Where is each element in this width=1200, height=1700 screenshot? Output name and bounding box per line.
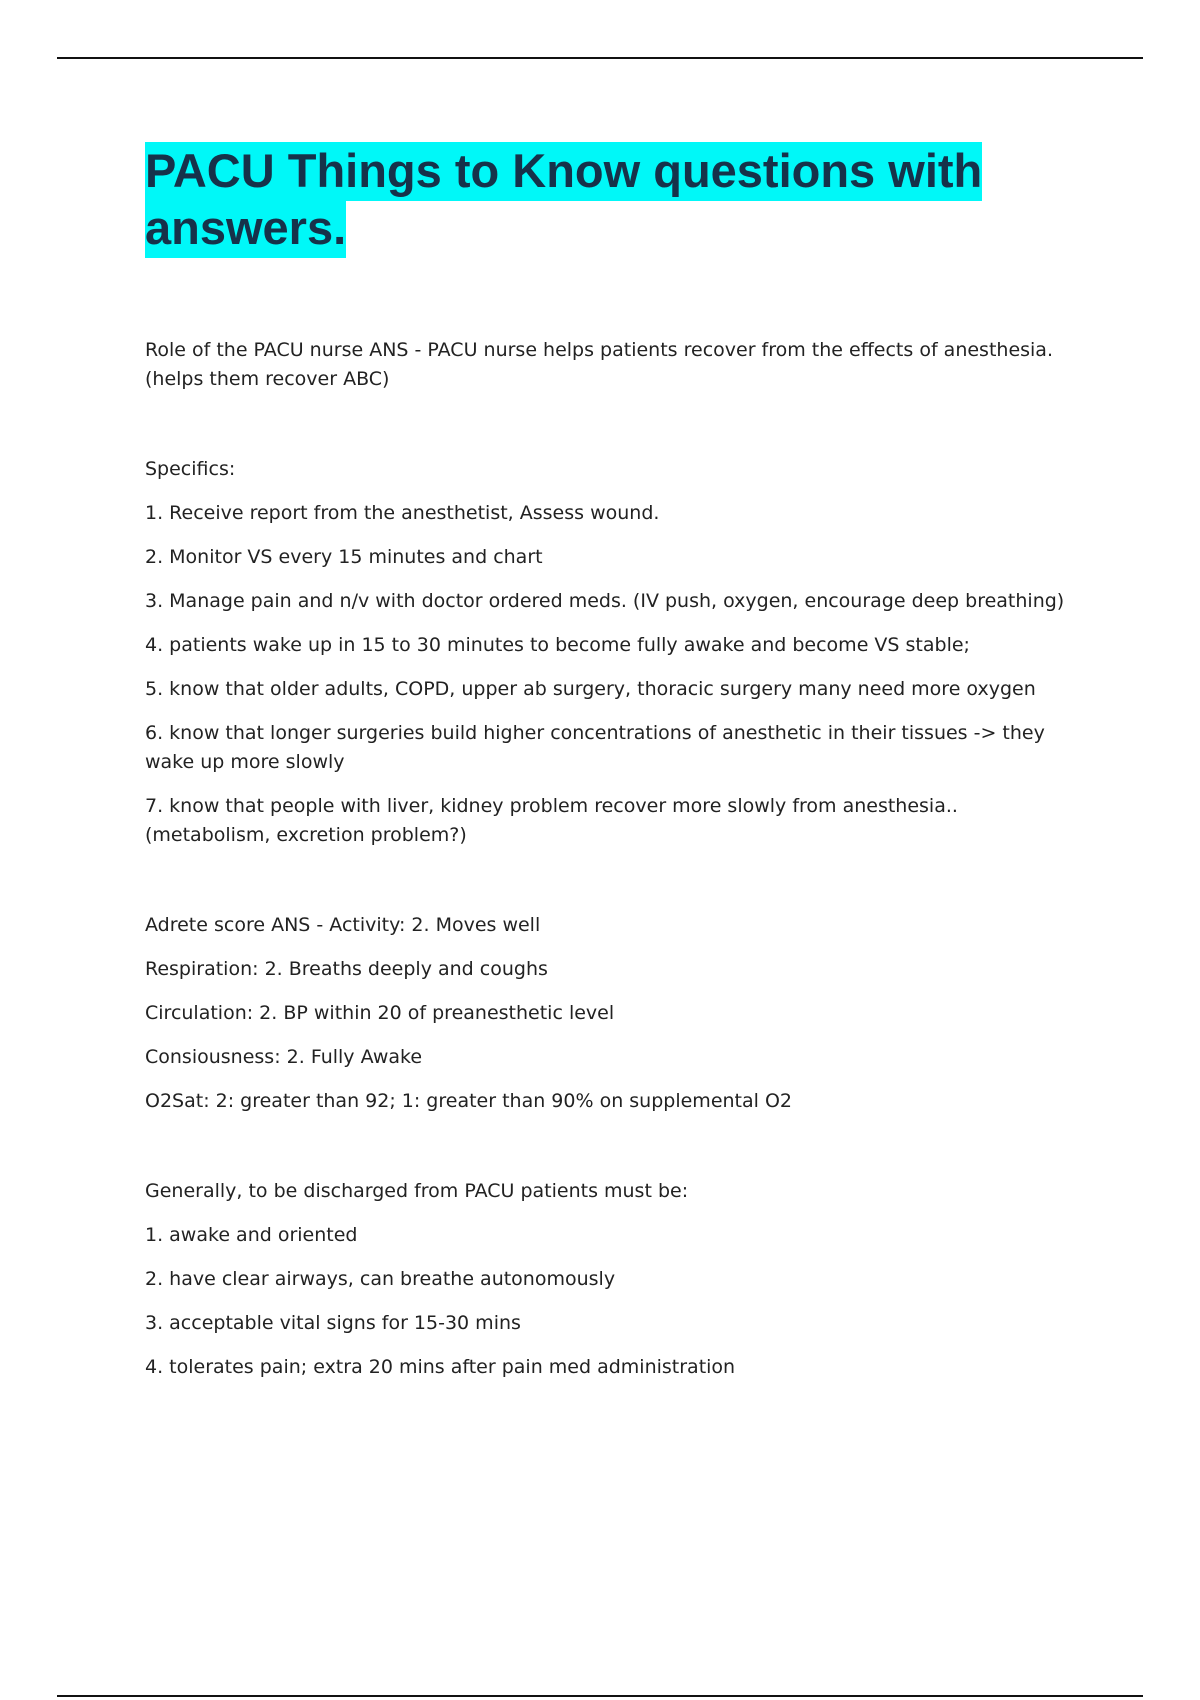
role-question: Role of the PACU nurse ANS - PACU nurse helps patients recover from the effects of anesthesia. (helps them recover ABC) (145, 339, 1053, 390)
list-item: 2. have clear airways, can breathe autonomously (145, 1268, 616, 1290)
document-title (145, 142, 1085, 256)
list-item: 4. patients wake up in 15 to 30 minutes to become fully awake and become VS stable; (145, 634, 970, 656)
adrete-question: Adrete score ANS - Activity: 2. Moves well (145, 914, 541, 936)
section-adrete (145, 911, 1085, 1116)
list-item: O2Sat: 2: greater than 92; 1: greater than 90% on supplemental O2 (145, 1090, 793, 1112)
top-rule (57, 57, 1143, 59)
list-item: 5. know that older adults, COPD, upper ab surgery, thoracic surgery many need more oxygen (145, 678, 1036, 700)
list-item: 4. tolerates pain; extra 20 mins after pain med administration (145, 1356, 736, 1378)
list-item: Consiousness: 2. Fully Awake (145, 1046, 423, 1068)
list-item: 2. Monitor VS every 15 minutes and chart (145, 546, 543, 568)
list-item: Respiration: 2. Breaths deeply and coughs (145, 958, 548, 980)
list-item: Circulation: 2. BP within 20 of preanesthetic level (145, 1002, 615, 1024)
section-role (145, 336, 1085, 850)
specifics-heading: Specifics: (145, 458, 236, 480)
bottom-rule (57, 1695, 1143, 1697)
list-item: 3. acceptable vital signs for 15-30 mins (145, 1312, 521, 1334)
section-discharge (145, 1177, 1085, 1382)
list-item: 1. awake and oriented (145, 1224, 358, 1246)
title-highlight: PACU Things to Know questions with answers. (145, 142, 982, 258)
document-body (145, 142, 1085, 1382)
discharge-heading: Generally, to be discharged from PACU patients must be: (145, 1180, 689, 1202)
list-item: 1. Receive report from the anesthetist, Assess wound. (145, 502, 660, 524)
list-item: 7. know that people with liver, kidney problem recover more slowly from anesthesia.. (metabolism, excretion problem?) (145, 795, 958, 846)
list-item: 3. Manage pain and n/v with doctor ordered meds. (IV push, oxygen, encourage deep breathing) (145, 590, 1065, 612)
list-item: 6. know that longer surgeries build higher concentrations of anesthetic in their tissues -> they wake up more slowly (145, 722, 1045, 773)
